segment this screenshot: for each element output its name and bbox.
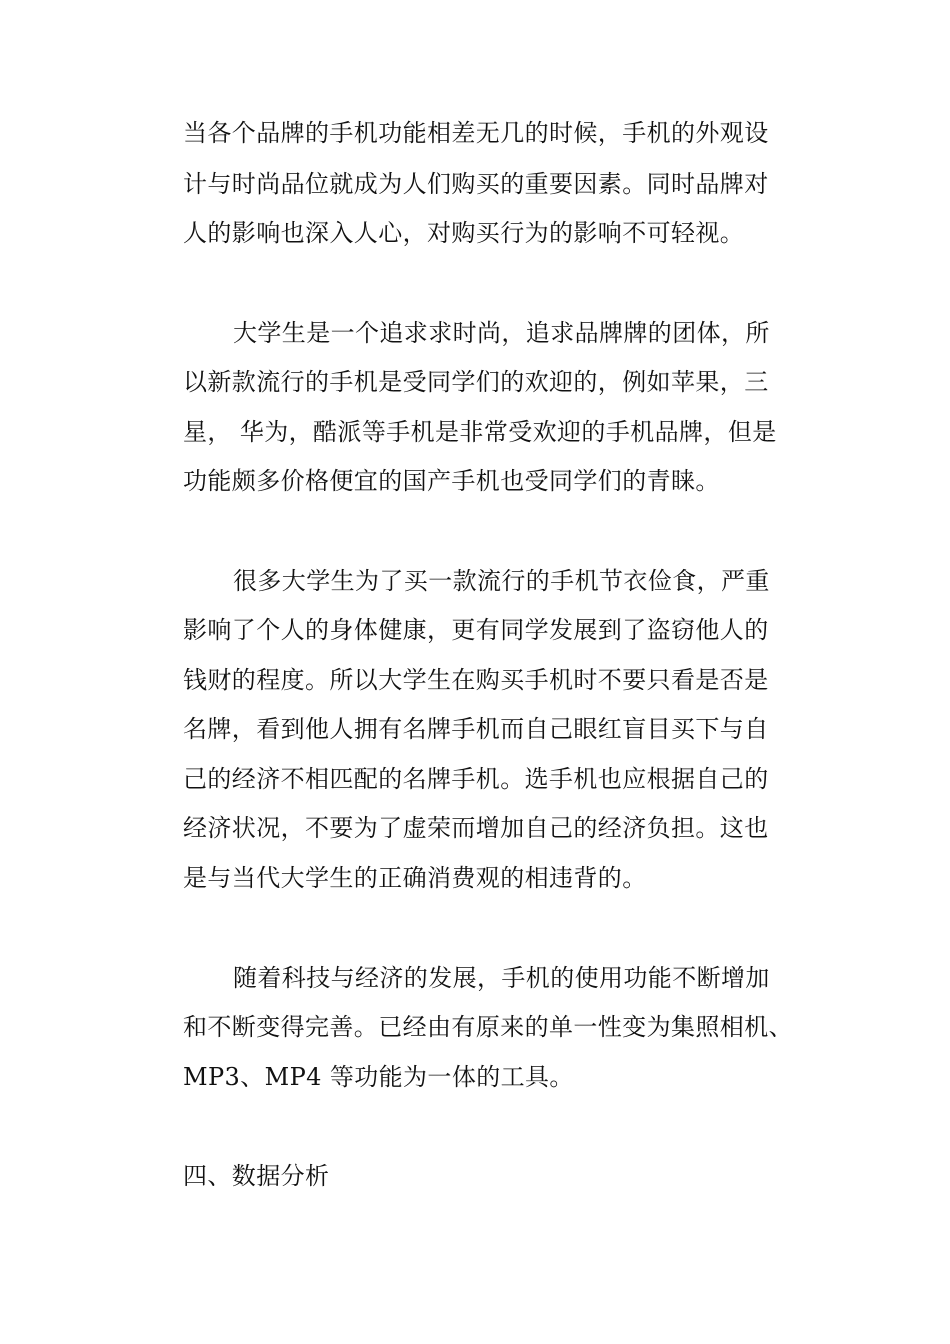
section-heading: 四、数据分析 — [183, 1162, 330, 1190]
paragraph-line: 人的影响也深入人心，对购买行为的影响不可轻视。 — [183, 219, 745, 247]
paragraph-line: 经济状况，不要为了虚荣而增加自己的经济负担。这也 — [183, 814, 769, 842]
paragraph-line: 随着科技与经济的发展，手机的使用功能不断增加 — [233, 964, 770, 992]
paragraph-line: 是与当代大学生的正确消费观的相违背的。 — [183, 864, 647, 892]
paragraph-line: 影响了个人的身体健康，更有同学发展到了盗窃他人的 — [183, 616, 769, 644]
paragraph-line: 己的经济不相匹配的名牌手机。选手机也应根据自己的 — [183, 765, 769, 793]
paragraph-line: MP3、MP4 等功能为一体的工具。 — [183, 1063, 574, 1091]
paragraph-line: 和不断变得完善。已经由有原来的单一性变为集照相机、 — [183, 1013, 793, 1041]
paragraph-line: 大学生是一个追求求时尚，追求品牌牌的团体，所 — [233, 319, 770, 347]
paragraph-line: 很多大学生为了买一款流行的手机节衣俭食，严重 — [233, 567, 770, 595]
paragraph-line: 计与时尚品位就成为人们购买的重要因素。同时品牌对 — [183, 170, 769, 198]
paragraph-line: 钱财的程度。所以大学生在购买手机时不要只看是否是 — [183, 666, 769, 694]
paragraph-line: 当各个品牌的手机功能相差无几的时候，手机的外观设 — [183, 119, 769, 147]
paragraph-line: 名牌，看到他人拥有名牌手机而自己眼红盲目买下与自 — [183, 715, 769, 743]
paragraph-line: 功能颇多价格便宜的国产手机也受同学们的青睐。 — [183, 467, 720, 495]
paragraph-line: 星， 华为，酷派等手机是非常受欢迎的手机品牌，但是 — [183, 418, 777, 446]
paragraph-line: 以新款流行的手机是受同学们的欢迎的，例如苹果，三 — [183, 368, 769, 396]
